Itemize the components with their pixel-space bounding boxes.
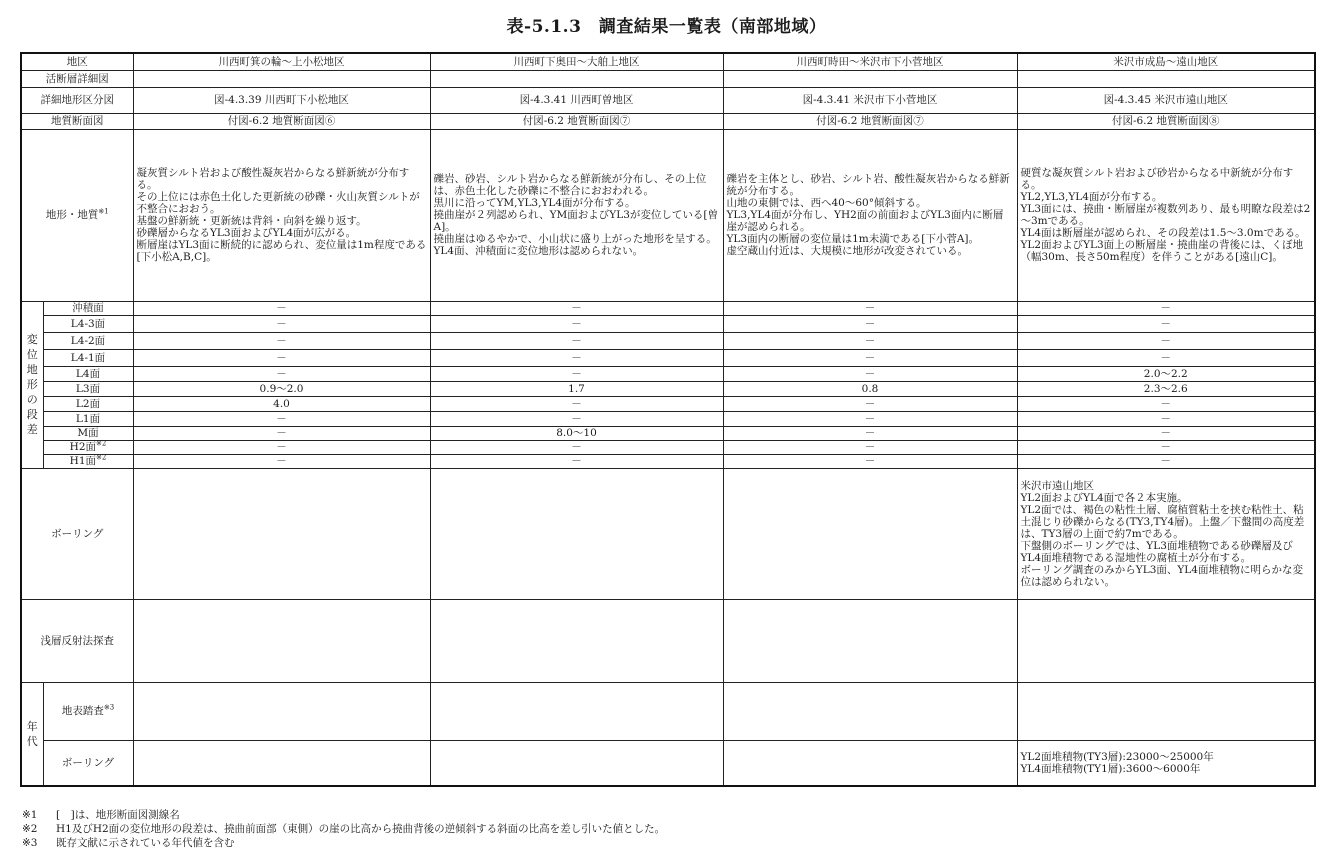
age-method-label: 地表踏査$^{※3}$ (43, 682, 133, 740)
displacement-value: － (723, 426, 1017, 440)
age-cell (723, 740, 1017, 786)
age-cell (430, 682, 723, 740)
surface-label: H1面$^{※2}$ (43, 454, 133, 468)
displacement-value: 2.3～2.6 (1017, 381, 1315, 396)
displacement-value: － (133, 332, 430, 349)
surface-label: L4-2面 (43, 332, 133, 349)
boring-cell (723, 468, 1017, 599)
surface-label: 沖積面 (43, 301, 133, 315)
age-cell (723, 682, 1017, 740)
displacement-row (21, 315, 1315, 332)
seismic-cell (1017, 599, 1315, 682)
detailed-map-cell: 図-4.3.41 川西町曽地区 (430, 87, 723, 113)
footnote-1: ※1 [ ]は、地形断面図測線名 (22, 809, 180, 821)
active-fault-map-cell (430, 70, 723, 87)
surface-label: H2面$^{※2}$ (43, 440, 133, 454)
displacement-value: － (723, 332, 1017, 349)
boring-cell: 米沢市遠山地区 YL2面およびYL4面で各２本実施。 YL2面では、褐色の粘性土層、腐植質粘土を挟む粘性土、粘土混じり砂礫からなる(TY3,TY4層)。上盤／下盤間の高度差は、TY3層の上面で約7mである。 下盤側のボーリングでは、YL3面堆積物である砂礫層及び YL4面堆積物である湿地性の腐植土が分布する。 ボーリング調査のみからYL3面、YL4面堆積物に明らかな変位は認められない。 (1017, 468, 1315, 599)
displacement-value: － (723, 301, 1017, 315)
displacement-value: － (1017, 396, 1315, 411)
boring-label: ボーリング (21, 468, 133, 599)
displacement-value: － (1017, 426, 1315, 440)
displacement-value: 1.7 (430, 381, 723, 396)
active-fault-map-cell (1017, 70, 1315, 87)
displacement-value: － (133, 301, 430, 315)
topography-geology-label: 地形・地質$^{※1}$ (21, 129, 133, 301)
seismic-row (21, 599, 1315, 682)
displacement-row (21, 366, 1315, 381)
geo-section-cell: 付図-6.2 地質断面図⑧ (1017, 113, 1315, 129)
boring-cell (430, 468, 723, 599)
displacement-row (21, 381, 1315, 396)
detailed-map-cell: 図-4.3.41 米沢市下小菅地区 (723, 87, 1017, 113)
topography-cell: 硬質な凝灰質シルト岩および砂岩からなる中新統が分布する。 YL2,YL3,YL4面が分布する。 YL3面には、撓曲・断層崖が複数列あり、最も明瞭な段差は2～3mである。 YL4面は断層崖が認められ、その段差は1.5～3.0mである。 YL2面およびYL3面上の断層崖・撓曲崖の背後には、くぼ地（幅30m、長さ50m程度）を伴うことがある[遠山C]。 (1017, 129, 1315, 301)
age-group-label (21, 682, 43, 786)
area-header-2: 川西町下奥田～大舶上地区 (430, 53, 723, 70)
detailed-map-row (21, 87, 1315, 113)
boring-row (21, 468, 1315, 599)
geo-section-row (21, 113, 1315, 129)
displacement-row (21, 301, 1315, 315)
age-cell (430, 740, 723, 786)
geo-section-cell: 付図-6.2 地質断面図⑦ (430, 113, 723, 129)
displacement-value: － (430, 332, 723, 349)
detailed-map-label: 詳細地形区分図 (21, 87, 133, 113)
displacement-value: － (430, 411, 723, 426)
vertical-label-text: 変位地形の段差 (26, 333, 38, 436)
displacement-value: － (723, 315, 1017, 332)
vertical-label-text: 年代 (26, 719, 38, 748)
displacement-row (21, 454, 1315, 468)
surface-label: M面 (43, 426, 133, 440)
survey-results-table (20, 52, 1316, 787)
displacement-group-label (21, 301, 43, 468)
surface-label: L2面 (43, 396, 133, 411)
displacement-value: － (133, 454, 430, 468)
displacement-value: 0.9～2.0 (133, 381, 430, 396)
displacement-value: － (723, 396, 1017, 411)
active-fault-map-cell (133, 70, 430, 87)
area-header-1: 川西町箕の輪～上小松地区 (133, 53, 430, 70)
geo-section-cell: 付図-6.2 地質断面図⑥ (133, 113, 430, 129)
displacement-value: － (1017, 332, 1315, 349)
topography-cell: 礫岩、砂岩、シルト岩からなる鮮新統が分布し、その上位は、赤色土化した砂礫に不整合におおわれる。 黒川に沿ってYM,YL3,YL4面が分布する。 撓曲崖が２列認められ、YM面およびYL3が変位している[曽A]。 撓曲崖はゆるやかで、小山状に盛り上がった地形を呈する。 YL4面、沖積面に変位地形は認められない。 (430, 129, 723, 301)
displacement-value: － (430, 315, 723, 332)
displacement-value: － (723, 411, 1017, 426)
displacement-row (21, 396, 1315, 411)
seismic-label: 浅層反射法探査 (21, 599, 133, 682)
surface-label: L4-1面 (43, 349, 133, 366)
displacement-value: － (430, 454, 723, 468)
displacement-value: － (133, 440, 430, 454)
topography-cell: 凝灰質シルト岩および酸性凝灰岩からなる鮮新統が分布する。 その上位には赤色土化した更新統の砂礫・火山灰質シルトが不整合におおう。 基盤の鮮新統・更新統は背斜・向斜を繰り返す。 砂礫層からなるYL3面およびYL4面が広がる。 断層崖はYL3面に断続的に認められ、変位量は1m程度である[下小松A,B,C]。 (133, 129, 430, 301)
detailed-map-cell: 図-4.3.39 川西町下小松地区 (133, 87, 430, 113)
area-label-cell: 地区 (21, 53, 133, 70)
displacement-value: － (723, 349, 1017, 366)
displacement-row (21, 332, 1315, 349)
page-title: 表-5.1.3 調査結果一覧表（南部地域） (506, 17, 827, 37)
footnote-ref: ※3 (103, 703, 115, 712)
surface-label: L4-3面 (43, 315, 133, 332)
topography-geology-row (21, 129, 1315, 301)
footnote-2: ※2 H1及びH2面の変位地形の段差は、撓曲前面部（東側）の崖の比高から撓曲背後の逆傾斜する斜面の比高を差し引いた値とした。 (22, 823, 666, 835)
active-fault-map-label: 活断層詳細図 (21, 70, 133, 87)
age-cell (1017, 682, 1315, 740)
topography-cell: 礫岩を主体とし、砂岩、シルト岩、酸性凝灰岩からなる鮮新統が分布する。 山地の東側では、西へ40～60°傾斜する。 YL3,YL4面が分布し、YH2面の前面およびYL3面内に断層崖が認められる。 YL3面内の断層の変位量は1m未満である[下小菅A]。 虚空蔵山付近は、大規模に地形が改変されている。 (723, 129, 1017, 301)
displacement-value: － (1017, 315, 1315, 332)
displacement-value: － (1017, 411, 1315, 426)
boring-cell (133, 468, 430, 599)
age-cell (133, 740, 430, 786)
surface-label: L4面 (43, 366, 133, 381)
displacement-value: － (723, 454, 1017, 468)
displacement-row (21, 349, 1315, 366)
footnote-ref: ※2 (96, 454, 107, 462)
footnote-ref: ※2 (96, 440, 107, 448)
seismic-cell (723, 599, 1017, 682)
surface-label: L1面 (43, 411, 133, 426)
age-method-label: ボーリング (43, 740, 133, 786)
displacement-value: － (1017, 454, 1315, 468)
displacement-value: － (430, 440, 723, 454)
footnotes (22, 808, 665, 850)
surface-label: L3面 (43, 381, 133, 396)
displacement-value: － (133, 426, 430, 440)
footnote-ref: ※1 (98, 207, 109, 216)
displacement-value: － (133, 315, 430, 332)
age-cell (133, 682, 430, 740)
displacement-value: － (430, 349, 723, 366)
displacement-value: 4.0 (133, 396, 430, 411)
displacement-row (21, 440, 1315, 454)
displacement-value: － (133, 366, 430, 381)
geo-section-cell: 付図-6.2 地質断面図⑦ (723, 113, 1017, 129)
active-fault-map-cell (723, 70, 1017, 87)
area-header-3: 川西町時田～米沢市下小菅地区 (723, 53, 1017, 70)
age-row (21, 682, 1315, 740)
detailed-map-cell: 図-4.3.45 米沢市遠山地区 (1017, 87, 1315, 113)
age-row (21, 740, 1315, 786)
displacement-value: － (430, 366, 723, 381)
area-header-4: 米沢市成島～遠山地区 (1017, 53, 1315, 70)
displacement-value: － (133, 411, 430, 426)
displacement-value: 2.0～2.2 (1017, 366, 1315, 381)
seismic-cell (133, 599, 430, 682)
displacement-value: － (430, 301, 723, 315)
displacement-value: － (723, 366, 1017, 381)
displacement-value: － (430, 396, 723, 411)
displacement-value: － (1017, 349, 1315, 366)
displacement-value: － (1017, 301, 1315, 315)
displacement-value: 8.0～10 (430, 426, 723, 440)
displacement-value: － (723, 440, 1017, 454)
age-cell: YL2面堆積物(TY3層):23000～25000年 YL4面堆積物(TY1層):3600～6000年 (1017, 740, 1315, 786)
geo-section-label: 地質断面図 (21, 113, 133, 129)
active-fault-map-row (21, 70, 1315, 87)
displacement-value: － (133, 349, 430, 366)
displacement-value: － (1017, 440, 1315, 454)
displacement-row (21, 411, 1315, 426)
header-row (21, 53, 1315, 70)
displacement-row (21, 426, 1315, 440)
displacement-value: 0.8 (723, 381, 1017, 396)
seismic-cell (430, 599, 723, 682)
footnote-3: ※3 既存文献に示されている年代値を含む (22, 837, 235, 849)
